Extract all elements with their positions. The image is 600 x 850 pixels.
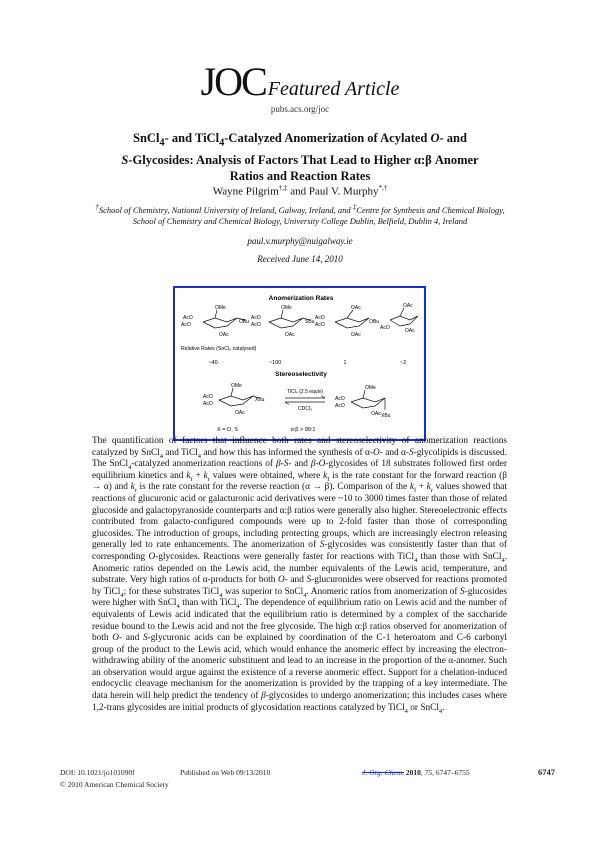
- relative-rates-label: Relative Rates (SnCl₄ catalysed): [181, 346, 257, 352]
- svg-text:OAc: OAc: [371, 411, 381, 417]
- authors: Wayne Pilgrim†,‡ and Paul V. Murphy*,†: [212, 184, 388, 198]
- svg-text:OAc: OAc: [235, 410, 245, 416]
- svg-text:OAc: OAc: [219, 332, 229, 338]
- svg-text:AcO: AcO: [251, 315, 261, 321]
- svg-text:AcO: AcO: [183, 315, 193, 321]
- svg-text:OMe: OMe: [231, 383, 242, 389]
- svg-text:OAc: OAc: [351, 305, 361, 311]
- svg-text:OBu: OBu: [369, 319, 380, 325]
- received-date: Received June 14, 2010: [257, 254, 343, 264]
- journal-abbrev-link[interactable]: J. Org. Chem.: [362, 768, 405, 777]
- svg-text:OBu: OBu: [239, 319, 250, 325]
- journal-logo-text: JOC: [200, 59, 266, 104]
- featured-article-label: Featured Article: [267, 78, 400, 100]
- svg-text:AcO: AcO: [251, 322, 261, 328]
- ratio-label: α:β > 99:1: [290, 427, 316, 433]
- svg-text:OAc: OAc: [405, 328, 415, 334]
- structure-2: [269, 310, 309, 328]
- svg-text:AcO: AcO: [315, 315, 325, 321]
- footer-doi[interactable]: DOI: 10.1021/jo101090f: [60, 768, 135, 777]
- svg-text:AcO: AcO: [380, 325, 390, 331]
- footer-copyright: © 2010 American Chemical Society: [60, 780, 169, 789]
- affiliations: †School of Chemistry, National University of Ireland, Galway, Ireland, and ‡Centre for Synthesis and Chemical Biology, School of Chemistry and Chemical Biology, University College Dublin, Belfield, Dublin 4, Ireland: [95, 203, 505, 226]
- svg-text:OAc: OAc: [351, 332, 361, 338]
- abstract: The quantification of factors that influence both rates and stereoselectivity of anomerization reactions catalyzed by SnCl$_4$ and TiCl$_4$ and how this has informed the synthesis of α-O- and α-S-glycolipids is discussed. The SnCl$_4$-catalyzed anomerization reactions of β-S- and β-O-glycosides of 18 substrates followed first order equilibrium kinetics and $k_f + k_r$ values were obtained, where $k_f$ is the rate constant for the forward reaction (β → α) and $k_r$ is the rate constant for the reverse reaction (α → β). Comparison of the $k_f + k_r$ values showed that reactions of glucuronic acid or galacturonic acid derivatives were ~10 to 3000 times faster than those of related glucoside and galactopyranoside counterparts and α:β ratios were generally also higher. Stereoelectronic effects contributed from galacto-configured compounds were up to 2-fold faster than those of corresponding glucosides. The introduction of groups, including protecting groups, which are increasingly electron releasing generally led to rate enhancements. The anomerization of S-glycosides was consistently faster than that of corresponding O-glycosides. Reactions were generally faster for reactions with TiCl$_4$ than those with SnCl$_4$. Anomeric ratios depended on the Lewis acid, the number equivalents of the Lewis acid, temperature, and substrate. Very high ratios of α-products for both O- and S-glucuronides were observed for reactions promoted by TiCl$_4$; for these substrates TiCl$_4$ was superior to SnCl$_4$. Anomeric ratios from anomerization of S-glucosides were higher with SnCl$_4$ than with TiCl$_4$. The dependence of equilibrium ratio on Lewis acid and the number of equivalents of Lewis acid indicated that the equilibrium ratio is determined by a complex of the saccharide residue bound to the Lewis acid and not the free glycoside. The high α:β ratios observed for anomerization of both O- and S-glycuronic acids can be explained by coordination of the C-1 heteroatom and C-6 carbonyl group of the product to the Lewis acid, which would enhance the anomeric effect by increasing the electron-withdrawing ability of the anomeric substituent and lead to an increase in the proportion of the α-anomer. Such an observation would argue against the existence of a reverse anomeric effect. Support for a chelation-induced endocyclic cleavage mechanism for the anomerization is provided by the trapping of a key intermediate. The data herein will help predict the tendency of β-glycosides to undergo anomerization; this includes cases where 1,2-trans glycosides are initial products of glycosidation reactions catalyzed by TiCl$_4$ or SnCl$_4$.: [92, 436, 508, 715]
- svg-text:AcO: AcO: [203, 394, 213, 400]
- svg-text:AcO: AcO: [335, 396, 345, 402]
- equilibrium-arrows: [285, 396, 325, 405]
- solvent-label: CDCl₃: [298, 406, 312, 412]
- svg-text:OAc: OAc: [285, 332, 295, 338]
- x-label: X = O, S: [217, 427, 238, 433]
- svg-text:OAc: OAc: [403, 303, 413, 309]
- svg-text:AcO: AcO: [181, 322, 191, 328]
- structure-4: [390, 308, 418, 326]
- rate-value-1: ~40: [208, 360, 218, 366]
- svg-text:XBu: XBu: [381, 413, 391, 419]
- stereo-reactant: [219, 388, 259, 406]
- journal-url[interactable]: pubs.acs.org/joc: [270, 104, 330, 114]
- svg-text:SBu: SBu: [305, 319, 315, 325]
- rate-value-4: ~2: [399, 360, 407, 366]
- toc-graphic: [173, 286, 426, 441]
- rate-value-3: 1: [343, 360, 347, 366]
- svg-text:AcO: AcO: [203, 401, 213, 407]
- corresponding-email[interactable]: paul.v.murphy@nuigalway.ie: [247, 236, 353, 246]
- footer-published-date: Published on Web 09/13/2010: [180, 768, 271, 777]
- stereoselectivity-heading: Stereoselectivity: [275, 371, 327, 378]
- structure-3: [335, 310, 369, 328]
- svg-text:XBu: XBu: [255, 397, 265, 403]
- svg-text:AcO: AcO: [335, 403, 345, 409]
- reagent-label: TiCl₄ (2.5 equiv): [287, 389, 323, 395]
- svg-text:OMe: OMe: [365, 385, 376, 391]
- stereo-product: [351, 390, 385, 410]
- svg-text:OMe: OMe: [215, 305, 226, 311]
- footer-citation: J. Org. Chem. 2010, 75, 6747–6755: [362, 768, 470, 777]
- svg-text:OMe: OMe: [281, 305, 292, 311]
- rate-value-2: ~100: [268, 360, 282, 366]
- article-title: SnCl$_4$- and TiCl$_4$-Catalyzed Anomerization of Acylated O- and S-Glycosides: Analysis of Factors That Lead to Higher α:β Anomer Ratios and Reaction Rates: [121, 131, 479, 183]
- anomerization-rates-heading: Anomerization Rates: [268, 295, 334, 302]
- page-number: 6747: [538, 767, 555, 777]
- journal-logo: [0, 58, 600, 105]
- svg-text:AcO: AcO: [315, 322, 325, 328]
- toc-scheme-svg: [175, 288, 428, 443]
